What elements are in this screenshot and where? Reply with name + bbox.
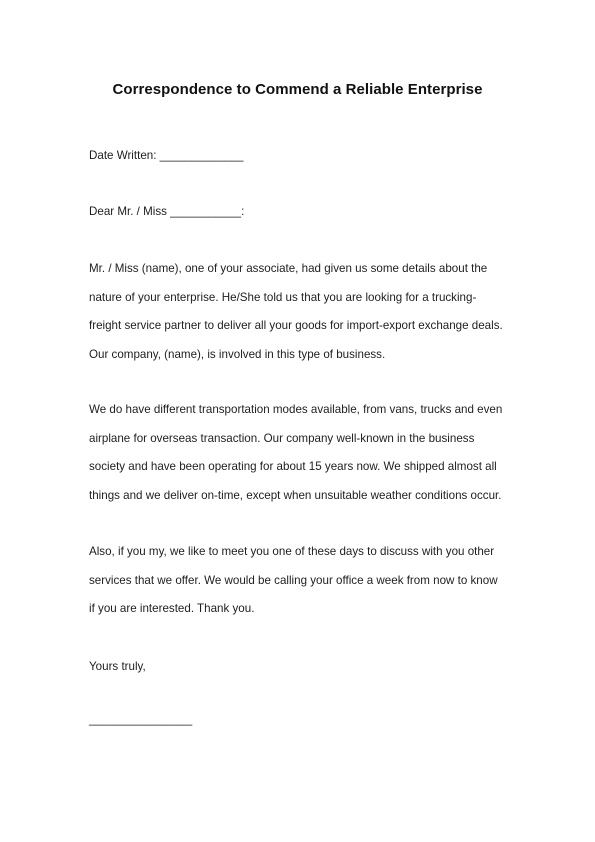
paragraph-line: We do have different transportation modes available, from vans, trucks and even: [89, 403, 503, 416]
paragraph-line: society and have been operating for about 15 years now. We shipped almost all: [89, 460, 497, 473]
paragraph-1: [89, 255, 519, 369]
paragraph-line: freight service partner to deliver all your goods for import-export exchange deals.: [89, 319, 503, 332]
paragraph-3: [89, 538, 519, 624]
paragraph-2: [89, 396, 519, 510]
signature-line: ________________: [89, 713, 193, 726]
letter-title: Correspondence to Commend a Reliable Enterprise: [112, 81, 483, 98]
paragraph-line: services that we offer. We would be calling your office a week from now to know: [89, 573, 498, 587]
paragraph-line: Our company, (name), is involved in this type of business.: [89, 347, 386, 361]
date-written-line: Date Written: _____________: [89, 149, 244, 162]
paragraph-line: nature of your enterprise. He/She told us that you are looking for a trucking-: [89, 290, 477, 304]
closing: Yours truly,: [89, 660, 146, 673]
paragraph-line: if you are interested. Thank you.: [89, 602, 255, 615]
paragraph-line: things and we deliver on-time, except when unsuitable weather conditions occur.: [89, 488, 502, 502]
salutation: Dear Mr. / Miss ___________:: [89, 205, 245, 218]
paragraph-line: Mr. / Miss (name), one of your associate, had given us some details about the: [89, 262, 488, 275]
paragraph-line: airplane for overseas transaction. Our company well-known in the business: [89, 431, 475, 445]
paragraph-line: Also, if you my, we like to meet you one of these days to discuss with you other: [89, 545, 495, 558]
